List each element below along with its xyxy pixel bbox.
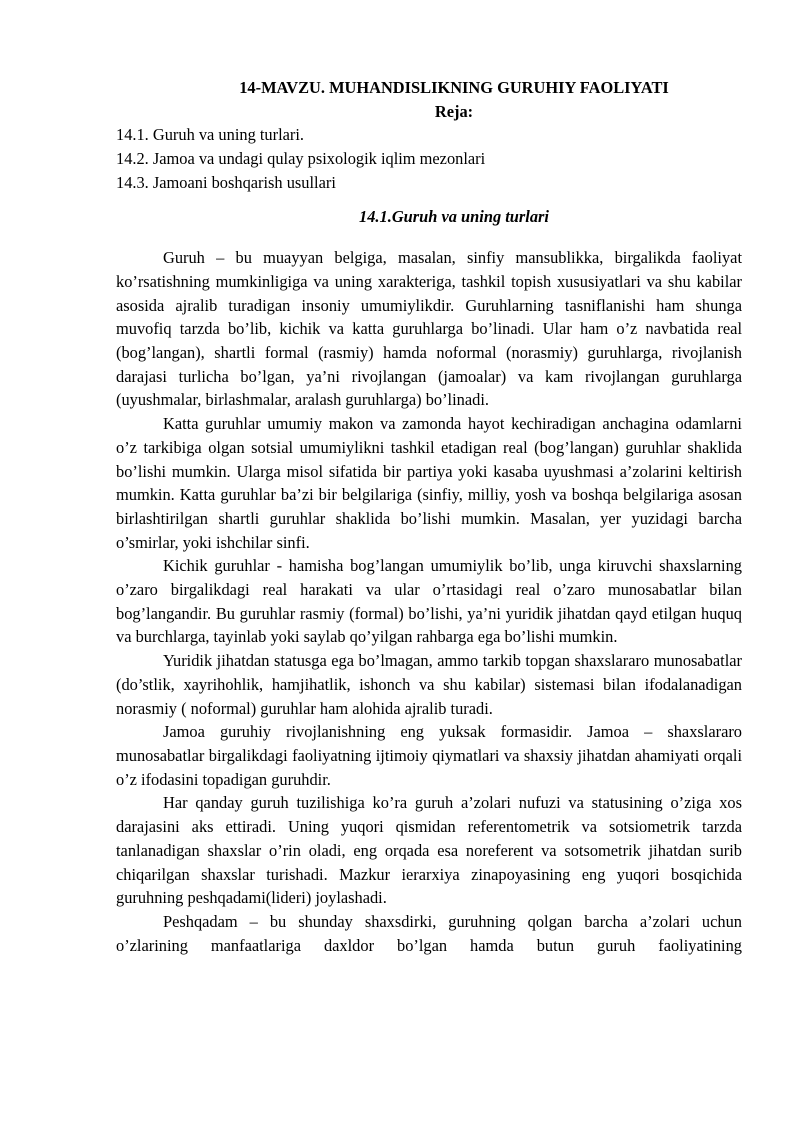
plan-item: 14.1. Guruh va uning turlari.: [116, 125, 305, 145]
body-text: [116, 246, 742, 957]
plan-item: 14.2. Jamoa va undagi qulay psixologik iqlim mezonlari: [116, 149, 486, 169]
paragraph: Yuridik jihatdan statusga ega bo’lmagan, ammo tarkib topgan shaxslararo munosabatlar (do’stlik, xayrihohlik, hamjihatlik, ishonch va shu kabilar) sistemasi bilan ifodalanadigan norasmiy ( noformal) guruhlar ham alohida ajralib turadi.: [116, 651, 742, 718]
paragraph: Jamoa guruhiy rivojlanishning eng yuksak formasidir. Jamoa – shaxslararo munosabatlar birgalikdagi faoliyatning ijtimoiy qiymatlari va shaxsiy jihatdan ahamiyati orqali o’z ifodasini topadigan guruhdir.: [116, 722, 742, 789]
plan-list: [116, 123, 742, 194]
paragraph: Kichik guruhlar - hamisha bog’langan umumiylik bo’lib, unga kiruvchi shaxslarning o’zaro birgalikdagi real harakati va ular o’rtasidagi real o’zaro munosabatlar bilan bog’langandir. Bu guruhlar rasmiy (formal) bo’lishi, ya’ni yuridik jihatdan qayd etilgan huquq va burchlarga, tayinlab yoki saylab qo’yilgan rahbarga ega bo’lishi mumkin.: [116, 556, 742, 647]
document-page: [116, 76, 742, 957]
paragraph: Guruh – bu muayyan belgiga, masalan, sinfiy mansublikka, birgalikda faoliyat ko’rsatishning mumkinligiga va uning xarakteriga, tashkil topish xususiyatlari va shu kabilar asosida ajralib turadigan insoniy umumiylikdir. Guruhlarning tasniflanishi ham shunga muvofiq tarzda bo’lib, kichik va katta guruhlarga bo’linadi. Ular ham o’z navbatida real (bog’langan), shartli formal (rasmiy) hamda noformal (norasmiy) guruhlarga, rivojlanish darajasi turlicha bo’lgan, ya’ni rivojlangan (jamoalar) va kam rivojlangan guruhlarga (uyushmalar, birlashmalar, aralash guruhlarga) bo’linadi.: [116, 248, 742, 410]
paragraph: Peshqadam – bu shunday shaxsdirki, guruhning qolgan barcha a’zolari uchun o’zlarining manfaatlariga daxldor bo’lgan hamda butun guruh faoliyatining: [116, 911, 742, 955]
paragraph: Har qanday guruh tuzilishiga ko’ra guruh a’zolari nufuzi va statusining o’ziga xos darajasini aks ettiradi. Uning yuqori qismidan referentometrik va sotsiometrik tarzda tanlanadigan shaxslar o’rin oladi, eng orqada esa noreferent va sotsometrik jihatdan surib chiqarilgan shaxslar turishadi. Mazkur ierarxiya zinapoyasining eng yuqori bosqichida guruhning peshqadami(lideri) joylashadi.: [116, 793, 742, 908]
plan-label: Reja:: [434, 101, 474, 121]
document-title: 14-MAVZU. MUHANDISLIKNING GURUHIY FAOLIYATI: [239, 78, 669, 97]
plan-item: 14.3. Jamoani boshqarish usullari: [116, 172, 336, 192]
paragraph: Katta guruhlar umumiy makon va zamonda hayot kechiradigan anchagina odamlarni o’z tarkibiga olgan sotsial umumiylikni tashkil etadigan real (bog’langan) guruhlar shaklida bo’lishi mumkin. Ularga misol sifatida bir partiya yoki kasaba uyushmasi a’zolarini keltirish mumkin. Katta guruhlar ba’zi bir belgilariga (sinfiy, milliy, yosh va boshqa belgilariga asosan birlashtirilgan shartli guruhlar shaklida bo’lishi mumkin. Masalan, yer yuzidagi barcha o’smirlar, yoki ishchilar sinfi.: [116, 414, 742, 552]
section-heading: 14.1.Guruh va uning turlari: [359, 206, 549, 226]
